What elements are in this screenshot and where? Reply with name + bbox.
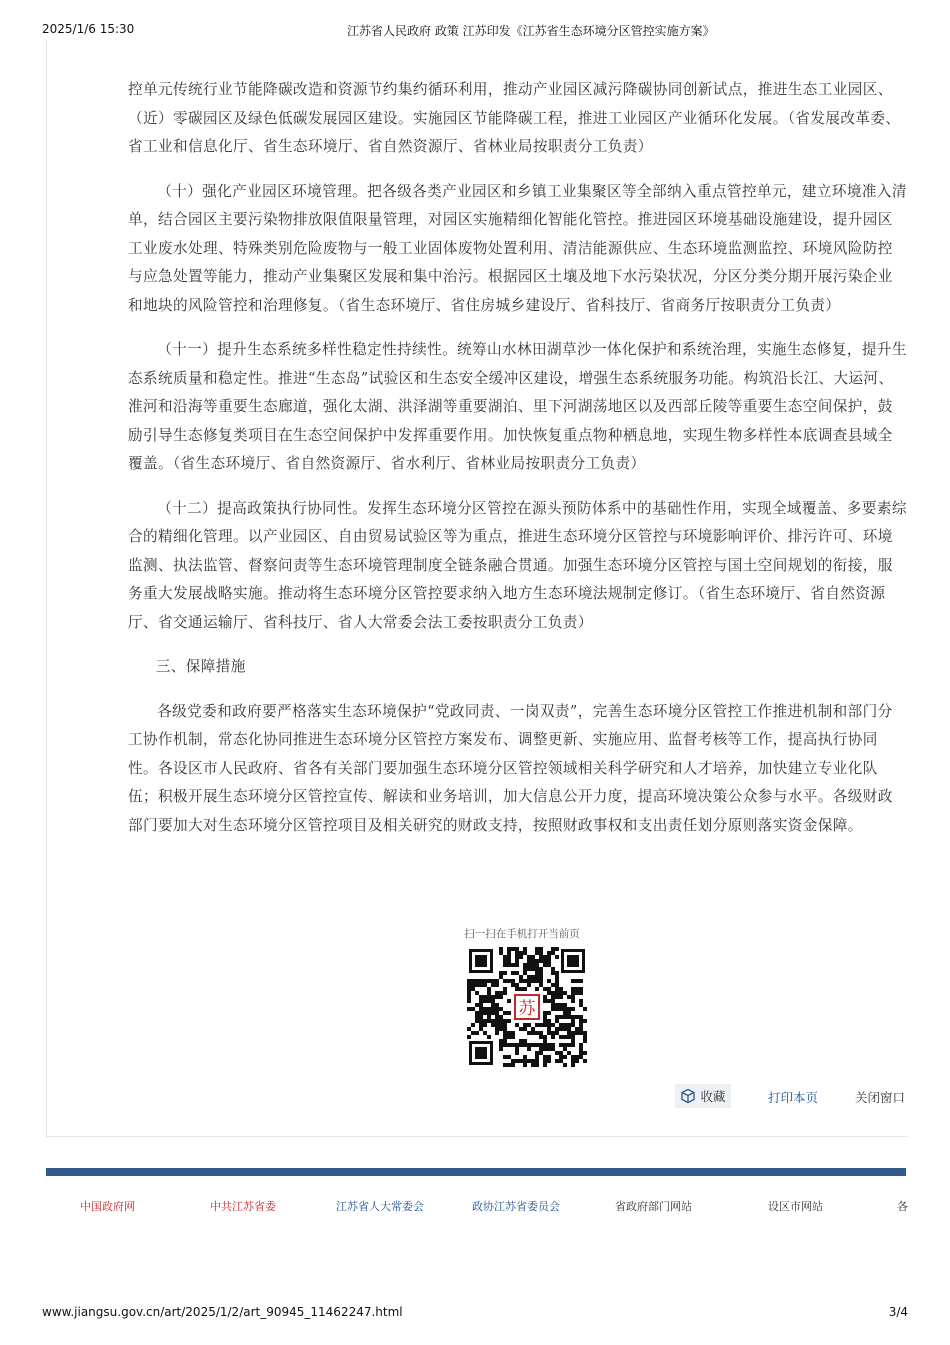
print-page-title: 江苏省人民政府 政策 江苏印发《江苏省生态环境分区管控实施方案》 — [347, 24, 715, 38]
close-window-link[interactable]: 关闭窗口 — [855, 1090, 906, 1105]
footer-links — [46, 1198, 906, 1216]
section-heading: 三、保障措施 — [155, 658, 246, 675]
qr-code — [467, 947, 587, 1067]
page-actions — [675, 1084, 915, 1110]
footer-link-more[interactable]: 各 — [897, 1200, 908, 1213]
qr-block — [464, 926, 587, 1071]
qr-seal-logo: 苏 — [518, 999, 536, 1019]
article-paragraph: 各级党委和政府要严格落实生态环境保护“党政同责、一岗双责”，完善生态环境分区管控工作推进机制和部门分工协作机制，常态化协同推进生态环境分区管控方案发布、调整更新、实施应用、监督考核等工作，提高执行协同性。各设区市人民政府、省各有关部门要加强生态环境分区管控领域相关科学研究和人才培养，加快建立专业化队伍；积极开展生态环境分区管控宣传、解读和业务培训，加大信息公开力度，提高环境决策公众参与水平。各级财政部门要加大对生态环境分区管控项目及相关研究的财政支持，按照财政事权和支出责任划分原则落实资金保障。 — [128, 702, 893, 834]
article-paragraph: （十二）提高政策执行协同性。发挥生态环境分区管控在源头预防体系中的基础性作用，实现全域覆盖、多要素综合的精细化管理。以产业园区、自由贸易试验区等为重点，推进生态环境分区管控与环境影响评价、排污许可、环境监测、执法监管、督察问责等生态环境管理制度全链条融合贯通。加强生态环境分区管控与国土空间规划的衔接，服务重大发展战略实施。推动将生态环境分区管控要求纳入地方生态环境法规制定修订。（省生态环境厅、省自然资源厅、省交通运输厅、省科技厅、省人大常委会法工委按职责分工负责） — [128, 499, 907, 631]
article-paragraph: 控单元传统行业节能降碳改造和资源节约集约循环利用，推动产业园区减污降碳协同创新试点，推进生态工业园区、（近）零碳园区及绿色低碳发展园区建设。实施园区节能降碳工程，推进工业园区产业循环化发展。（省发展改革委、省工业和信息化厅、省生态环境厅、省自然资源厅、省林业局按职责分工负责） — [128, 81, 901, 155]
print-page-number: 3/4 — [888, 1305, 908, 1319]
footer-link-cppcc[interactable]: 政协江苏省委员会 — [472, 1200, 560, 1213]
print-page-link[interactable]: 打印本页 — [768, 1090, 819, 1105]
favorite-button[interactable] — [675, 1084, 731, 1108]
footer-divider-bar — [46, 1168, 906, 1176]
print-header — [42, 22, 908, 42]
footer-link-cities[interactable]: 设区市网站 — [768, 1200, 823, 1213]
qr-caption: 扫一扫在手机打开当前页 — [464, 928, 580, 940]
footer-link-gov-cn[interactable]: 中国政府网 — [80, 1200, 135, 1213]
content-frame — [46, 40, 907, 1137]
favorite-label: 收藏 — [700, 1089, 726, 1104]
article-paragraph: （十）强化产业园区环境管理。把各级各类产业园区和乡镇工业集聚区等全部纳入重点管控单元，建立环境准入清单，结合园区主要污染物排放限值限量管理，对园区实施精细化智能化管控。推进园区环境基础设施建设，提升园区工业废水处理、特殊类别危险废物与一般工业固体废物处置利用、清洁能源供应、生态环境监测监控、环境风险防控与应急处置等能力，推动产业集聚区发展和集中治污。根据园区土壤及地下水污染状况，分区分类分期开展污染企业和地块的风险管控和治理修复。（省生态环境厅、省住房城乡建设厅、省科技厅、省商务厅按职责分工负责） — [128, 182, 907, 314]
print-url: www.jiangsu.gov.cn/art/2025/1/2/art_90945_11462247.html — [42, 1305, 403, 1319]
footer-link-departments[interactable]: 省政府部门网站 — [615, 1200, 692, 1213]
article-body — [128, 76, 907, 856]
print-footer — [42, 1305, 908, 1323]
cube-icon — [680, 1088, 696, 1104]
footer-link-npc[interactable]: 江苏省人大常委会 — [336, 1200, 424, 1213]
footer-link-party-committee[interactable]: 中共江苏省委 — [210, 1200, 276, 1213]
print-timestamp: 2025/1/6 15:30 — [42, 22, 135, 36]
article-paragraph: （十一）提升生态系统多样性稳定性持续性。统筹山水林田湖草沙一体化保护和系统治理，实施生态修复，提升生态系统质量和稳定性。推进“生态岛”试验区和生态安全缓冲区建设，增强生态系统服务功能。构筑沿长江、大运河、淮河和沿海等重要生态廊道，强化太湖、洪泽湖等重要湖泊、里下河湖荡地区以及西部丘陵等重要生态空间保护，鼓励引导生态修复类项目在生态空间保护中发挥重要作用。加快恢复重点物种栖息地，实现生物多样性本底调查县域全覆盖。（省生态环境厅、省自然资源厅、省水利厅、省林业局按职责分工负责） — [128, 341, 907, 472]
